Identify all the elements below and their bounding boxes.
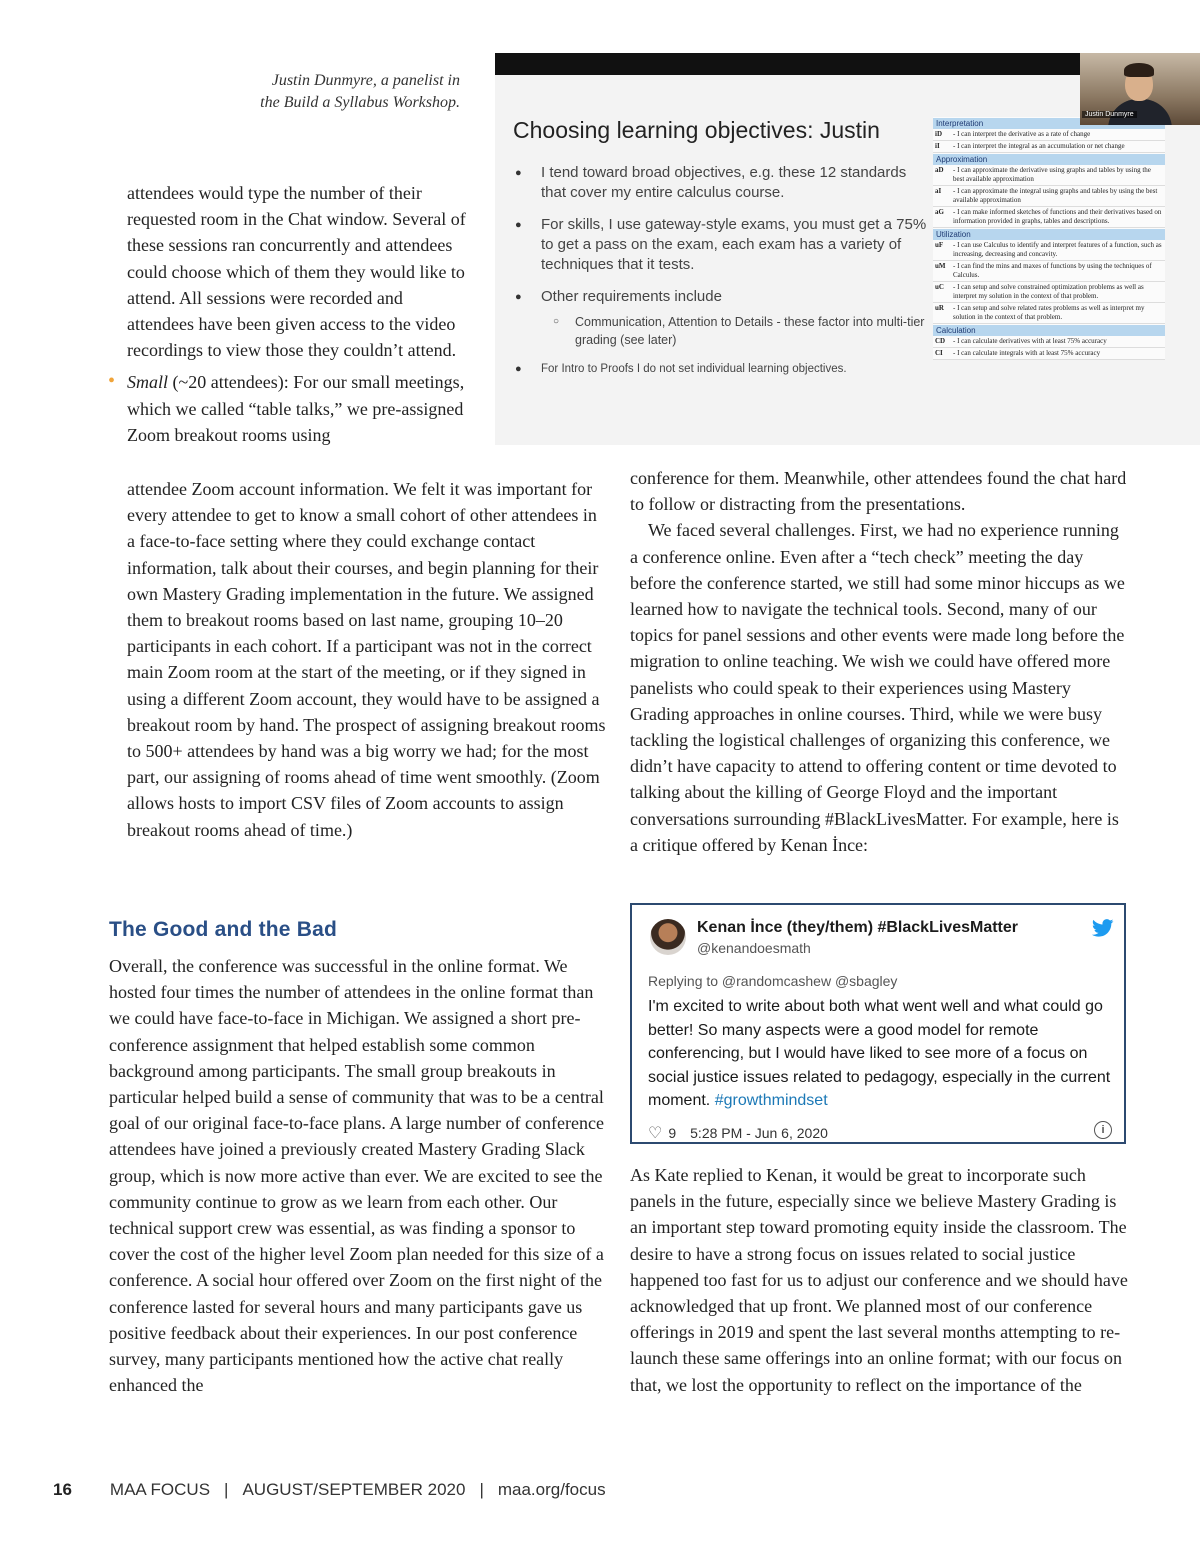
standard-text: - I can use Calculus to identify and interpret features of a function, such as increasing, decreasing and concavity. [953, 241, 1162, 258]
tweet-body [648, 995, 1118, 1113]
standards-row [933, 129, 1165, 141]
paragraph: As Kate replied to Kenan, it would be great to incorporate such panels in the future, especially since we believe Mastery Grading is an important step toward promoting equity inside the classroom. The desire to have a strong focus on issues related to social justice happened too fast for us to adjust our conference and we should have acknowledged that up front. We planned most of our conference offerings in 2019 and spent the last several months attempting to re-launch these same offerings into an online format; with our focus on that, we lost the opportunity to reflect on the importance of the [630, 1165, 1128, 1395]
standards-row [933, 186, 1165, 207]
info-icon[interactable]: i [1094, 1121, 1112, 1139]
issue-date: AUGUST/SEPTEMBER 2020 [242, 1480, 466, 1499]
standard-code: uF [935, 241, 944, 249]
slide-bullets [513, 163, 933, 391]
standard-code: uR [935, 304, 944, 312]
small-text: (~20 attendees): For our small meetings, which we called “table talks,” we pre-assigned Zoom breakout rooms using [127, 372, 465, 445]
standard-code: aG [935, 208, 944, 216]
standard-text: - I can find the mins and maxes of functions by using the techniques of Calculus. [953, 262, 1152, 279]
slide-bullet: ● For Intro to Proofs I do not set individual learning objectives. [513, 359, 933, 379]
left-column-bottom [109, 953, 607, 1398]
left-column-top [127, 180, 472, 448]
paragraph: attendee Zoom account information. We felt it was important for every attendee to get to know a small cohort of other attendees in a face-to-face setting where they could exchange contact information, talk about their courses, and begin planning for their own Mastery Grading implementation in the future. We assigned them to breakout rooms based on last name, grouping 10–20 participants in each cohort. If a participant was not in the correct main Zoom room at the start of the meeting, or if they signed in using a different Zoom account, they would have to be assigned a breakout room by hand. The prospect of assigning breakout rooms to 500+ attendees by hand was a big worry we had; for the most part, our assigning of rooms ahead of time went smoothly. (Zoom allows hosts to import CSV files of Zoom accounts to assign breakout rooms ahead of time.) [127, 479, 606, 840]
publication-name: MAA FOCUS [109, 1480, 211, 1499]
right-column-top [630, 465, 1130, 858]
standard-text: - I can interpret the integral as an accumulation or net change [953, 142, 1125, 150]
slide-title: Choosing learning objectives: Justin [513, 117, 880, 143]
standard-text: - I can calculate integrals with at least 75% accuracy [953, 349, 1101, 357]
standard-text: - I can interpret the derivative as a rate of change [953, 130, 1091, 138]
tweet-meta [648, 1123, 828, 1143]
page-number: 16 [53, 1480, 72, 1499]
standard-text: - I can setup and solve constrained optimization problems as well as interpret my solution in the context of that problem. [953, 283, 1144, 300]
standard-code: iD [935, 130, 942, 138]
standard-text: - I can setup and solve related rates problems as well as interpret my solution in the context of that problem. [953, 304, 1145, 321]
standards-row [933, 141, 1165, 153]
slide-bullet: ● Other requirements include [513, 287, 933, 307]
standards-row [933, 303, 1165, 324]
webcam-thumbnail [1080, 53, 1200, 125]
webcam-name-label: Justin Dunmyre [1082, 111, 1137, 118]
tweet-text: I'm excited to write about both what went well and what could go better! So many aspects were a good model for remote conferencing, but I would have liked to see more of a focus on social justice issues related to pedagogy, especially in the current moment. [648, 998, 1111, 1109]
standard-code: iI [935, 142, 940, 150]
paragraph: Overall, the conference was successful in the online format. We hosted four times the number of attendees in the online format than we could have face-to-face in Michigan. We assigned a short pre-conference assignment that helped establish some common background among participants. The small group breakouts in particular helped build a sense of community that was to be a central goal of our original face-to-face plans. A large number of conference attendees have joined a previously created Mastery Grading Slack group, which is now more active than ever. We are excited to see the community continue to grow as we learn from each other. Our technical support crew was essential, as was finding a sponsor to cover the cost of the higher level Zoom plan needed for this size of a conference. A social hour offered over Zoom on the first night of the conference lasted for several hours and many participants gave us positive feedback about their experiences. In our post conference survey, many participants mentioned how the active chat really enhanced the [109, 956, 604, 1396]
standards-table [933, 117, 1165, 360]
heart-icon[interactable]: ♡ [648, 1125, 663, 1142]
standard-code: uC [935, 283, 944, 291]
tweet-timestamp[interactable]: 5:28 PM - Jun 6, 2020 [690, 1125, 828, 1141]
tweet-reply-to: Replying to @randomcashew @sbagley [648, 973, 898, 989]
standards-row [933, 336, 1165, 348]
standard-code: CD [935, 337, 946, 345]
standards-row [933, 165, 1165, 186]
standards-row [933, 207, 1165, 228]
standard-text: - I can approximate the integral using graphs and tables by using the best available approximation [953, 187, 1158, 204]
standard-text: - I can approximate the derivative using graphs and tables by using the best available approximation [953, 166, 1151, 183]
left-column-middle [127, 476, 607, 843]
standards-group-heading: Interpretation [933, 118, 1165, 129]
tweet-hashtag-link[interactable]: #growthmindset [714, 1092, 828, 1109]
photo-caption [200, 70, 460, 114]
small-bullet-item [127, 369, 472, 448]
footer-separator: | [224, 1480, 229, 1499]
tweet-author-handle: @kenandoesmath [697, 940, 811, 956]
caption-line-2: the Build a Syllabus Workshop. [260, 94, 460, 111]
standards-row [933, 240, 1165, 261]
caption-line-1: Justin Dunmyre, a panelist in [271, 72, 460, 89]
slide-sub-bullet: ○ Communication, Attention to Details - these factor into multi-tier grading (see later) [513, 313, 933, 349]
webcam-person-hair [1124, 63, 1154, 77]
paragraph: conference for them. Meanwhile, other attendees found the chat hard to follow or distracting from the presentations. [630, 468, 1127, 515]
paragraph: attendees would type the number of their requested room in the Chat window. Several of these sessions ran concurrently and attendees could choose which of them they would like to attend. All sessions were recorded and attendees have been given access to the video recordings to view those they couldn’t attend. [127, 183, 466, 361]
standard-code: CI [935, 349, 943, 357]
small-label: Small [127, 372, 169, 393]
standards-group-heading: Calculation [933, 325, 1165, 336]
standard-text: - I can make informed sketches of functions and their derivatives based on information provided in graphs, tables and descriptions. [953, 208, 1162, 225]
slide-bullet: ● For skills, I use gateway-style exams, you must get a 75% to get a pass on the exam, each exam has a variety of techniques that it tests. [513, 215, 933, 275]
avatar [650, 919, 686, 955]
slide-bullet: ● I tend toward broad objectives, e.g. these 12 standards that cover my entire calculus course. [513, 163, 933, 203]
page-footer [53, 1480, 606, 1500]
section-heading: The Good and the Bad [109, 918, 337, 941]
standard-code: aI [935, 187, 942, 195]
standard-code: aD [935, 166, 944, 174]
standards-row [933, 261, 1165, 282]
standards-row [933, 348, 1165, 360]
right-column-bottom [630, 1162, 1130, 1398]
standards-group-heading: Approximation [933, 154, 1165, 165]
tweet-like-count: 9 [668, 1125, 677, 1141]
standard-code: uM [935, 262, 946, 270]
standards-group-heading: Utilization [933, 229, 1165, 240]
tweet-author-name: Kenan İnce (they/them) #BlackLivesMatter [697, 919, 1018, 936]
paragraph: We faced several challenges. First, we had no experience running a conference online. Even after a “tech check” meeting the day before the conference started, we still had some minor hiccups as we learned how to navigate the technical tools. Second, many of our topics for panel sessions and other events were made long before the migration to online teaching. We wish we could have offered more panelists who could speak to their experiences using Mastery Grading approaches in online courses. Third, while we were busy tackling the logistical challenges of organizing this conference, we didn’t have capacity to attend to offering content or time devoted to talking about the killing of George Floyd and the important conversations surrounding #BlackLivesMatter. For example, here is a critique offered by Kenan İnce: [630, 520, 1125, 855]
webinar-screenshot [495, 53, 1200, 445]
publication-url[interactable]: maa.org/focus [497, 1480, 606, 1499]
twitter-bird-icon [1092, 919, 1114, 937]
standard-text: - I can calculate derivatives with at least 75% accuracy [953, 337, 1107, 345]
standards-row [933, 282, 1165, 303]
footer-separator: | [479, 1480, 484, 1499]
embedded-tweet [630, 903, 1126, 1144]
